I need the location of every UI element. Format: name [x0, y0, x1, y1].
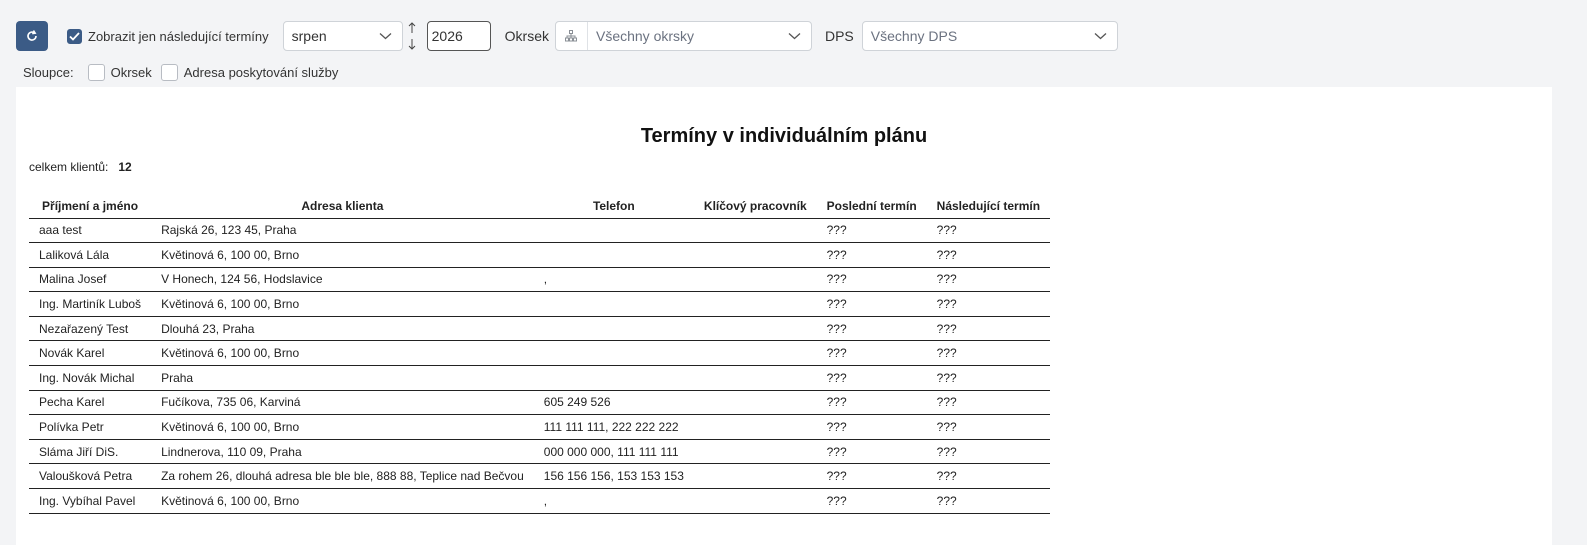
okrsek-label: Okrsek — [504, 28, 549, 44]
cell-next-term: ??? — [927, 292, 1050, 317]
show-next-only-toggle[interactable] — [67, 29, 269, 44]
cell-next-term: ??? — [927, 366, 1050, 391]
column-header-key-worker: Klíčový pracovník — [694, 195, 817, 218]
table-row — [29, 489, 1050, 514]
cell-address: Květinová 6, 100 00, Brno — [151, 341, 534, 366]
cell-next-term: ??? — [927, 218, 1050, 243]
cell-last-term: ??? — [817, 316, 927, 341]
cell-name: aaa test — [29, 218, 151, 243]
dps-select[interactable] — [862, 21, 1118, 51]
cell-name: Ing. Vybíhal Pavel — [29, 489, 151, 514]
sitemap-icon — [556, 22, 588, 50]
cell-key-worker — [694, 218, 817, 243]
column-okrsek-label: Okrsek — [110, 64, 152, 80]
cell-key-worker — [694, 243, 817, 268]
table-row — [29, 292, 1050, 317]
cell-address: Rajská 26, 123 45, Praha — [151, 218, 534, 243]
cell-last-term: ??? — [817, 292, 927, 317]
client-total-label: celkem klientů: — [29, 160, 109, 174]
cell-name: Laliková Lála — [29, 243, 151, 268]
table-row — [29, 267, 1050, 292]
cell-address: Lindnerova, 110 09, Praha — [151, 439, 534, 464]
cell-phone: , — [534, 489, 694, 514]
cell-address: Praha — [151, 366, 534, 391]
cell-last-term: ??? — [817, 243, 927, 268]
cell-next-term: ??? — [927, 390, 1050, 415]
report-panel — [16, 87, 1552, 545]
cell-address: Květinová 6, 100 00, Brno — [151, 489, 534, 514]
column-service-address-checkbox[interactable] — [161, 64, 178, 81]
cell-last-term: ??? — [817, 415, 927, 440]
sort-toggle[interactable] — [407, 21, 421, 51]
dps-label: DPS — [824, 28, 854, 44]
table-row — [29, 439, 1050, 464]
cell-last-term: ??? — [817, 218, 927, 243]
cell-key-worker — [694, 489, 817, 514]
cell-name: Valoušková Petra — [29, 464, 151, 489]
cell-key-worker — [694, 366, 817, 391]
cell-key-worker — [694, 390, 817, 415]
column-header-name: Příjmení a jméno — [29, 195, 151, 218]
cell-phone — [534, 292, 694, 317]
cell-key-worker — [694, 292, 817, 317]
table-row — [29, 366, 1050, 391]
refresh-button[interactable] — [16, 21, 48, 51]
cell-next-term: ??? — [927, 489, 1050, 514]
table-row — [29, 218, 1050, 243]
checkmark-icon — [69, 32, 80, 41]
year-value: 2026 — [431, 28, 463, 44]
columns-label: Sloupce: — [23, 64, 74, 80]
chevron-down-icon — [788, 31, 801, 41]
cell-name: Ing. Novák Michal — [29, 366, 151, 391]
year-input[interactable] — [427, 21, 491, 51]
report-title: Termíny v individuálním plánu — [640, 125, 928, 147]
show-next-only-label: Zobrazit jen následující termíny — [88, 28, 269, 44]
cell-key-worker — [694, 341, 817, 366]
column-option-service-address[interactable] — [161, 64, 339, 81]
cell-address: Květinová 6, 100 00, Brno — [151, 243, 534, 268]
cell-next-term: ??? — [927, 439, 1050, 464]
month-value: srpen — [291, 28, 327, 44]
cell-address: Za rohem 26, dlouhá adresa ble ble ble, 888 88, Teplice nad Bečvou — [151, 464, 534, 489]
cell-phone: , — [534, 267, 694, 292]
cell-phone — [534, 218, 694, 243]
show-next-only-checkbox[interactable] — [67, 29, 82, 44]
cell-next-term: ??? — [927, 243, 1050, 268]
columns-bar — [23, 63, 338, 81]
column-header-address: Adresa klienta — [151, 195, 534, 218]
cell-phone — [534, 316, 694, 341]
table-header-row — [29, 195, 1050, 218]
cell-last-term: ??? — [817, 366, 927, 391]
cell-last-term: ??? — [817, 267, 927, 292]
cell-key-worker — [694, 415, 817, 440]
column-header-last-term: Poslední termín — [817, 195, 927, 218]
refresh-icon — [25, 29, 39, 43]
cell-next-term: ??? — [927, 267, 1050, 292]
cell-address: Dlouhá 23, Praha — [151, 316, 534, 341]
toolbar — [16, 20, 1118, 52]
column-header-next-term: Následující termín — [927, 195, 1050, 218]
cell-key-worker — [694, 439, 817, 464]
table-row — [29, 415, 1050, 440]
cell-last-term: ??? — [817, 439, 927, 464]
column-okrsek-checkbox[interactable] — [88, 64, 105, 81]
cell-phone: 605 249 526 — [534, 390, 694, 415]
column-service-address-label: Adresa poskytování služby — [183, 64, 339, 80]
cell-name: Ing. Martiník Luboš — [29, 292, 151, 317]
cell-name: Polívka Petr — [29, 415, 151, 440]
cell-name: Sláma Jiří DiS. — [29, 439, 151, 464]
table-row — [29, 464, 1050, 489]
cell-name: Pecha Karel — [29, 390, 151, 415]
okrsek-select[interactable] — [555, 21, 812, 51]
cell-name: Novák Karel — [29, 341, 151, 366]
table-row — [29, 243, 1050, 268]
table-row — [29, 316, 1050, 341]
cell-next-term: ??? — [927, 415, 1050, 440]
cell-next-term: ??? — [927, 341, 1050, 366]
cell-last-term: ??? — [817, 464, 927, 489]
cell-phone — [534, 243, 694, 268]
column-option-okrsek[interactable] — [88, 64, 152, 81]
table-row — [29, 390, 1050, 415]
cell-address: V Honech, 124 56, Hodslavice — [151, 267, 534, 292]
client-total-value: 12 — [118, 160, 132, 174]
cell-key-worker — [694, 267, 817, 292]
cell-phone — [534, 366, 694, 391]
cell-phone — [534, 341, 694, 366]
chevron-down-icon — [1094, 31, 1107, 41]
cell-phone: 000 000 000, 111 111 111 — [534, 439, 694, 464]
table-row — [29, 341, 1050, 366]
dps-value: Všechny DPS — [870, 28, 958, 44]
chevron-down-icon — [379, 31, 392, 41]
arrow-up-down-icon — [407, 21, 417, 51]
cell-address: Květinová 6, 100 00, Brno — [151, 415, 534, 440]
cell-address: Květinová 6, 100 00, Brno — [151, 292, 534, 317]
cell-key-worker — [694, 316, 817, 341]
cell-address: Fučíkova, 735 06, Karviná — [151, 390, 534, 415]
client-total — [29, 160, 132, 174]
cell-last-term: ??? — [817, 489, 927, 514]
month-select[interactable] — [283, 21, 403, 51]
cell-name: Malina Josef — [29, 267, 151, 292]
cell-last-term: ??? — [817, 341, 927, 366]
cell-name: Nezařazený Test — [29, 316, 151, 341]
cell-phone: 156 156 156, 153 153 153 — [534, 464, 694, 489]
cell-phone: 111 111 111, 222 222 222 — [534, 415, 694, 440]
cell-key-worker — [694, 464, 817, 489]
okrsek-value: Všechny okrsky — [595, 28, 695, 44]
cell-last-term: ??? — [817, 390, 927, 415]
cell-next-term: ??? — [927, 464, 1050, 489]
clients-table — [29, 195, 1050, 514]
column-header-phone: Telefon — [534, 195, 694, 218]
cell-next-term: ??? — [927, 316, 1050, 341]
